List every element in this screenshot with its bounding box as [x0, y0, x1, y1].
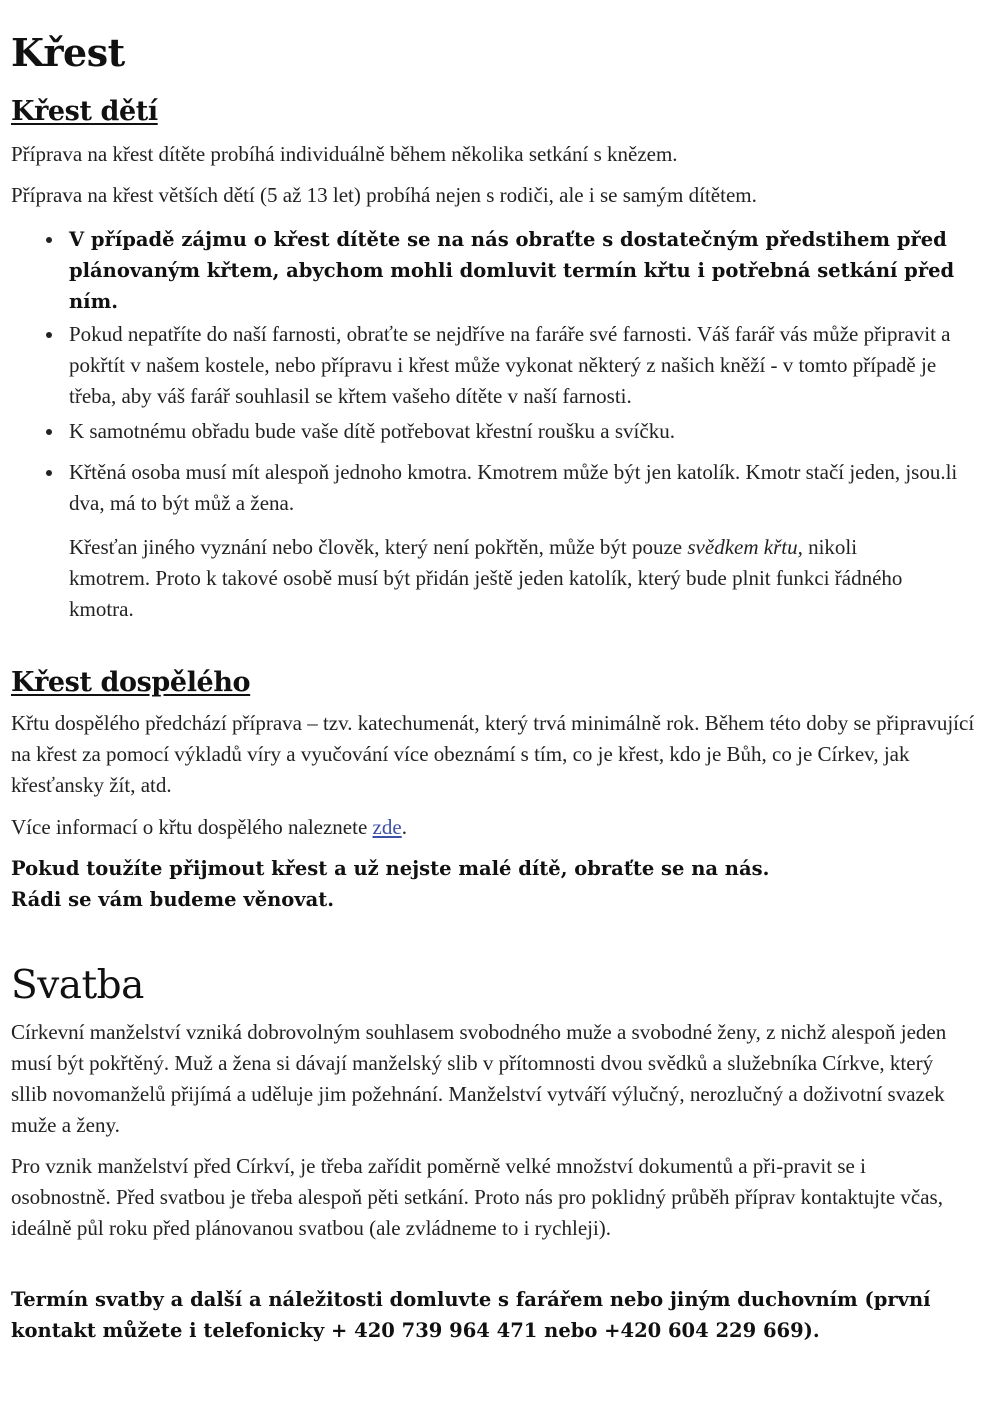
bullet-icon [46, 237, 52, 243]
paragraph-dospely-1: Křtu dospělého předchází příprava – tzv. katechumenát, který trvá minimálně rok. Během této doby se připravující na křest za pomocí výkladů víry a vyučování více obeznámí s tím, co je křest, kdo je Bůh, co je Církev, jak křesťansky žít, atd. [11, 711, 975, 797]
list-item-text: Křtěná osoba musí mít alespoň jednoho kmotra. Kmotrem může být jen katolík. Kmotr stačí jeden, jsou.li dva, má to být můž a žena. [69, 460, 958, 515]
paragraph-svatba-2: Pro vznik manželství před Církví, je třeba zařídit poměrně velké množství dokumentů a při-pravit se i osobnostně. Před svatbou je třeba alespoň pěti setkání. Proto nás pro poklidný průběh příprav kontaktujte včas, ideálně půl roku před plánovanou svatbou (ale zvládneme to i rychleji). [11, 1154, 943, 1240]
emphasis-svedkem-krtu: svědkem křtu, [687, 535, 803, 559]
paragraph-deti-2: Příprava na křest větších dětí (5 až 13 let) probíhá nejen s rodiči, ale i se samým dítětem. [11, 183, 757, 207]
link-zde[interactable]: zde [372, 815, 402, 839]
bold-contact-svatba: Termín svatby a další a náležitosti domluvte s farářem nebo jiným duchovním (první kontakt můžete i telefonicky + 420 739 964 471 nebo +420 604 229 669). [11, 1288, 931, 1342]
bullet-icon [46, 470, 52, 476]
bullet-icon [46, 429, 52, 435]
list-item-note: Křesťan jiného vyznání nebo člověk, který není pokřtěn, může být pouze svědkem křtu, nikoli kmotrem. Proto k takové osobě musí být přidán ještě jeden katolík, který bude plnit funkci řádného kmotra. [69, 535, 903, 621]
krest-deti-list [11, 224, 986, 625]
list-item [11, 457, 986, 625]
list-item [11, 224, 974, 317]
list-item [11, 319, 986, 412]
bold-contact-krest: Pokud toužíte přijmout křest a už nejste malé dítě, obraťte se na nás. Rádi se vám budeme věnovat. [11, 857, 770, 911]
paragraph-deti-1: Příprava na křest dítěte probíhá individuálně během několika setkání s knězem. [11, 142, 678, 166]
heading-krest-dospeleho: Křest dospělého [11, 667, 251, 698]
section-title-svatba: Svatba [11, 963, 144, 1008]
paragraph-dospely-2: Více informací o křtu dospělého naleznete zde. [11, 815, 407, 839]
list-item-text: Pokud nepatříte do naší farnosti, obraťte se nejdříve na faráře své farnosti. Váš farář vás může připravit a pokřtít v našem kostele, nebo přípravu i křest může vykonat některý z našich kněží - v tomto případě je třeba, aby váš farář souhlasil se křtem vašeho dítěte v naší farnosti. [69, 322, 951, 408]
bullet-icon [46, 332, 52, 338]
heading-krest-deti: Křest dětí [11, 96, 158, 127]
list-item [11, 416, 986, 447]
list-item-text: V případě zájmu o křest dítěte se na nás obraťte s dostatečným předstihem před plánovaným křtem, abychom mohli domluvit termín křtu i potřebná setkání před ním. [69, 228, 955, 313]
list-item-text: K samotnému obřadu bude vaše dítě potřebovat křestní roušku a svíčku. [69, 419, 675, 443]
section-title-krest: Křest [11, 30, 125, 75]
paragraph-svatba-1: Církevní manželství vzniká dobrovolným souhlasem svobodného muže a svobodné ženy, z nichž alespoň jeden musí být pokřtěný. Muž a žena si dávají manželský slib v přítomnosti dvou svědků a služebníka Církve, který sllib novomanželů přijímá a uděluje jim požehnání. Manželství vytváří výlučný, nerozlučný a doživotní svazek muže a ženy. [11, 1020, 947, 1137]
